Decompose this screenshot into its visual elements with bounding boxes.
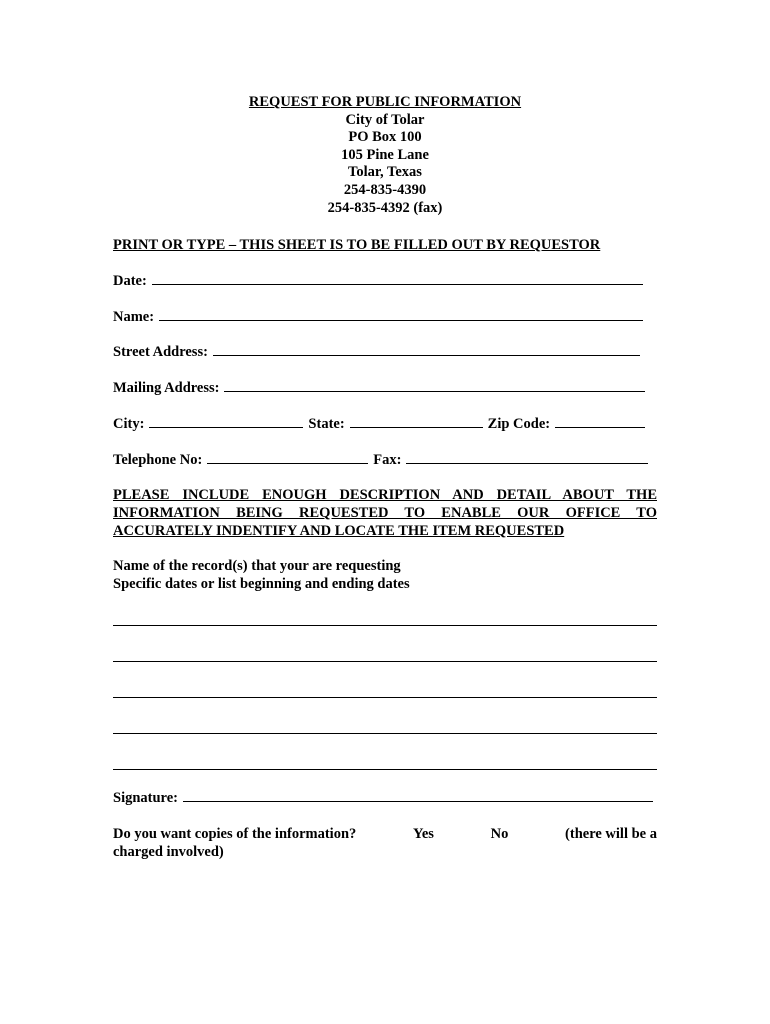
description-notice-line: INFORMATION BEING REQUESTED TO ENABLE OUR OFFICE TO xyxy=(113,505,657,521)
description-notice-line: ACCURATELY INDENTIFY AND LOCATE THE ITEM REQUESTED xyxy=(113,523,565,539)
fax-label: Fax: xyxy=(373,452,402,468)
mailing-address-label: Mailing Address: xyxy=(113,380,220,396)
copies-charge-note: (there will be a xyxy=(565,826,657,842)
header-city: City of Tolar xyxy=(345,111,425,128)
records-entry-line[interactable] xyxy=(113,625,657,626)
date-field[interactable] xyxy=(152,272,643,285)
records-entry-line[interactable] xyxy=(113,661,657,662)
header-fax: 254-835-4392 (fax) xyxy=(327,199,443,216)
telephone-field[interactable] xyxy=(207,451,368,464)
street-address-row xyxy=(113,343,640,361)
signature-label: Signature: xyxy=(113,790,178,806)
records-entry-line[interactable] xyxy=(113,733,657,734)
copies-no-option[interactable]: No xyxy=(490,826,509,842)
copies-question: Do you want copies of the information? xyxy=(113,826,357,842)
header-phone: 254-835-4390 xyxy=(343,181,427,198)
header-city-state: Tolar, Texas xyxy=(348,164,422,181)
header-street: 105 Pine Lane xyxy=(341,146,429,163)
description-notice xyxy=(113,486,657,540)
signature-field[interactable] xyxy=(183,789,653,802)
state-label: State: xyxy=(308,416,345,432)
zip-field[interactable] xyxy=(555,415,645,428)
street-address-label: Street Address: xyxy=(113,344,208,360)
instruction-heading: PRINT OR TYPE – THIS SHEET IS TO BE FILLED OUT BY REQUESTOR xyxy=(113,237,601,253)
dates-label: Specific dates or list beginning and ending dates xyxy=(113,576,410,592)
date-row xyxy=(113,272,643,290)
telephone-label: Telephone No: xyxy=(113,452,203,468)
fax-field[interactable] xyxy=(406,451,648,464)
name-label: Name: xyxy=(113,309,155,325)
city-label: City: xyxy=(113,416,145,432)
records-entry-line[interactable] xyxy=(113,697,657,698)
signature-row xyxy=(113,789,653,807)
telephone-fax-row xyxy=(113,451,648,469)
records-entry-line[interactable] xyxy=(113,769,657,770)
header-po-box: PO Box 100 xyxy=(348,129,422,146)
city-state-zip-row xyxy=(113,415,645,433)
form-title: REQUEST FOR PUBLIC INFORMATION xyxy=(248,94,522,110)
zip-label: Zip Code: xyxy=(487,416,551,432)
copies-yes-option[interactable]: Yes xyxy=(412,826,434,842)
name-row xyxy=(113,308,643,326)
mailing-address-row xyxy=(113,379,645,397)
description-notice-line: PLEASE INCLUDE ENOUGH DESCRIPTION AND DETAIL ABOUT THE xyxy=(113,487,657,503)
copies-question-block xyxy=(113,825,657,861)
records-label: Name of the record(s) that your are requesting xyxy=(113,558,401,574)
state-field[interactable] xyxy=(350,415,483,428)
city-field[interactable] xyxy=(149,415,303,428)
copies-charge-note-end: charged involved) xyxy=(113,844,224,860)
form-header xyxy=(0,94,770,217)
street-address-field[interactable] xyxy=(213,343,640,356)
mailing-address-field[interactable] xyxy=(224,379,645,392)
name-field[interactable] xyxy=(159,308,643,321)
date-label: Date: xyxy=(113,273,147,289)
